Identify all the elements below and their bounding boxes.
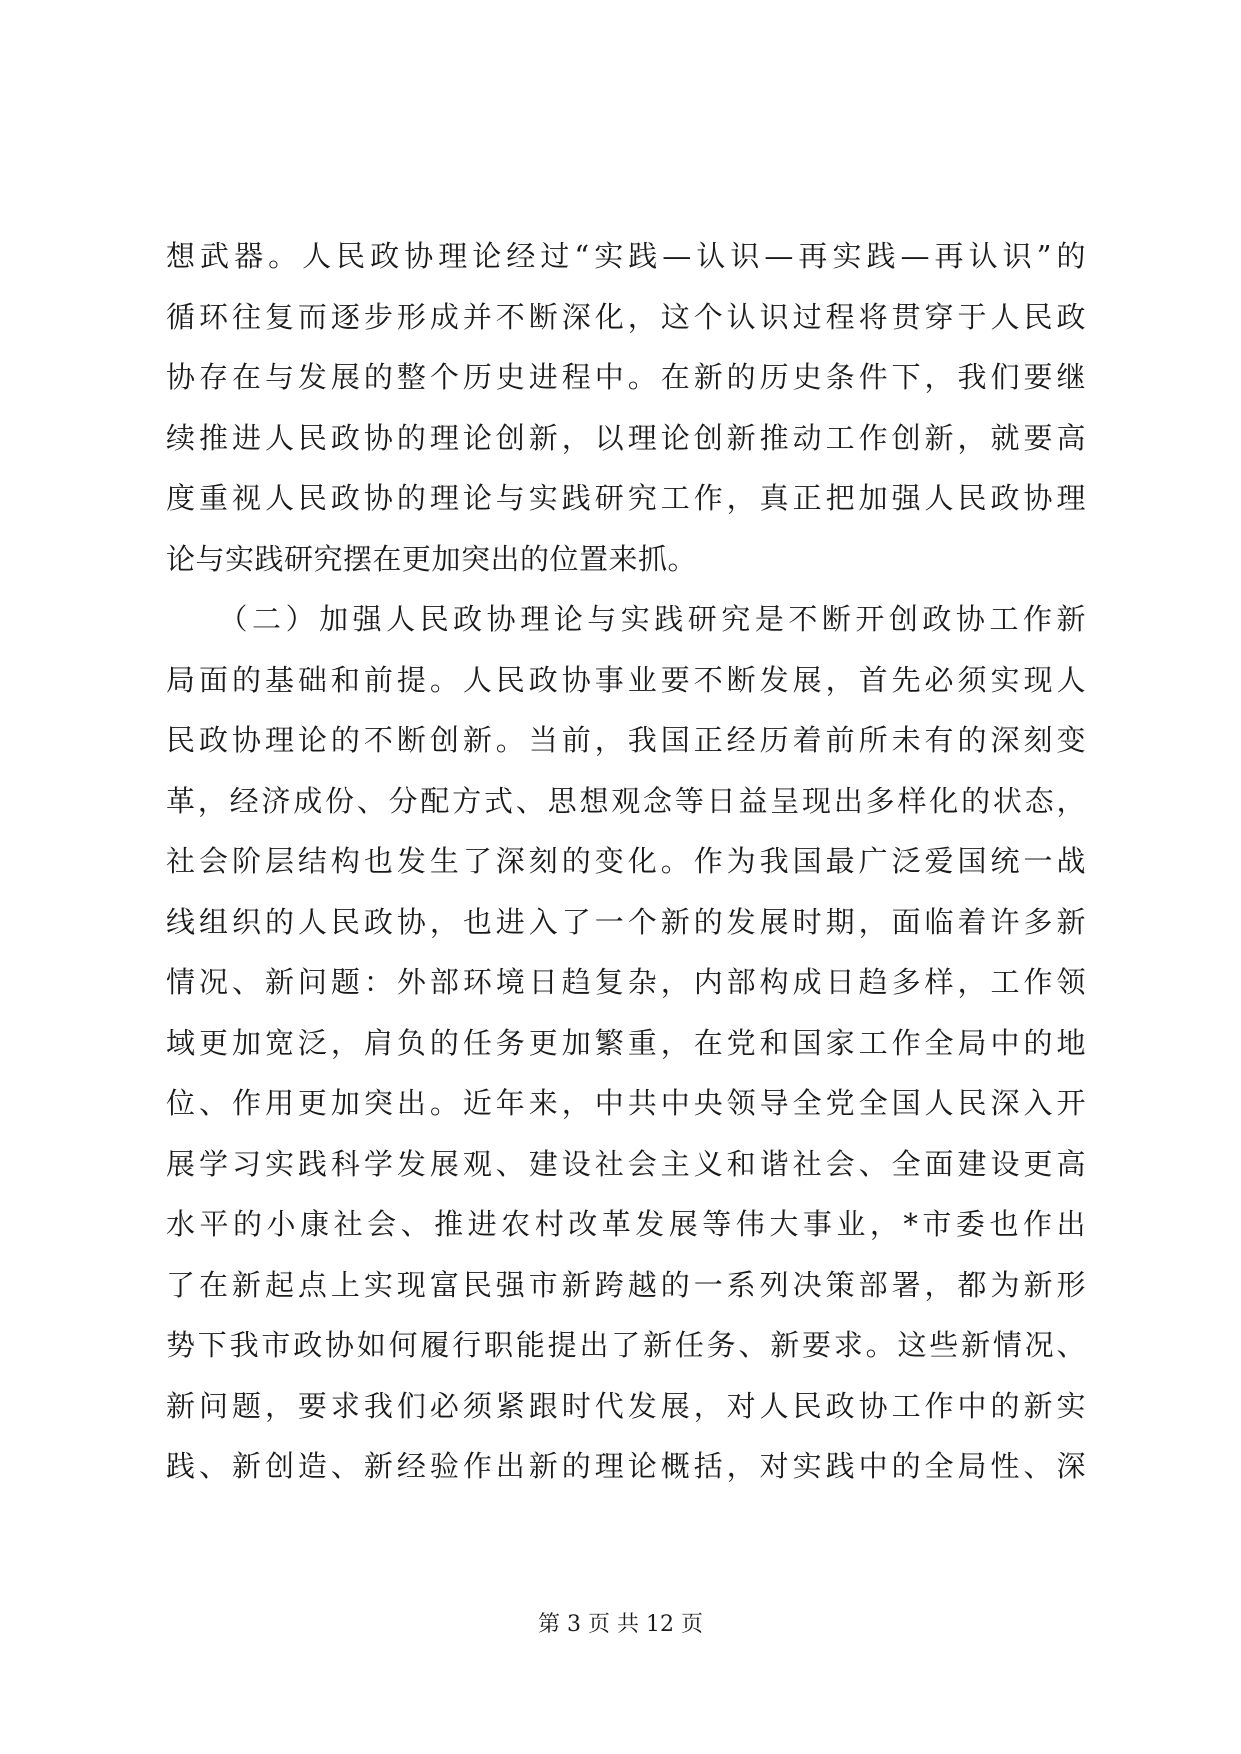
text-line: 协存在与发展的整个历史进程中。在新的历史条件下，我们要继 — [166, 360, 1086, 394]
text-line: 展学习实践科学发展观、建设社会主义和谐社会、全面建设更高 — [166, 1146, 1086, 1181]
text-line: 论与实践研究摆在更加突出的位置来抓。 — [166, 541, 698, 576]
text-line: 度重视人民政协的理论与实践研究工作，真正把加强人民政协理 — [166, 481, 1086, 515]
text-line: 想武器。人民政协理论经过“实践—认识—再实践—再认识”的 — [166, 239, 1086, 273]
text-line: （二）加强人民政协理论与实践研究是不断开创政协工作新 — [166, 602, 1086, 636]
text-line: 革，经济成份、分配方式、思想观念等日益呈现出多样化的状态， — [166, 783, 1086, 818]
text-line: 了在新起点上实现富民强市新跨越的一系列决策部署，都为新形 — [166, 1267, 1086, 1302]
text-line: 局面的基础和前提。人民政协事业要不断发展，首先必须实现人 — [166, 662, 1086, 697]
text-line: 社会阶层结构也发生了深刻的变化。作为我国最广泛爱国统一战 — [166, 844, 1086, 878]
text-line: 水平的小康社会、推进农村改革发展等伟大事业，*市委也作出 — [166, 1207, 1086, 1241]
text-line: 位、作用更加突出。近年来，中共中央领导全党全国人民深入开 — [166, 1086, 1086, 1120]
text-line: 续推进人民政协的理论创新，以理论创新推动工作创新，就要高 — [166, 420, 1086, 455]
text-line: 践、新创造、新经验作出新的理论概括，对实践中的全局性、深 — [166, 1449, 1086, 1483]
text-line: 线组织的人民政协，也进入了一个新的发展时期，面临着许多新 — [166, 904, 1086, 939]
text-line: 域更加宽泛，肩负的任务更加繁重，在党和国家工作全局中的地 — [166, 1025, 1086, 1060]
body-text — [166, 226, 1086, 1497]
text-line: 循环往复而逐步形成并不断深化，这个认识过程将贯穿于人民政 — [166, 299, 1086, 334]
text-line: 民政协理论的不断创新。当前，我国正经历着前所未有的深刻变 — [166, 723, 1086, 757]
page-footer: 第 3 页 共 12 页 — [538, 1612, 703, 1637]
text-line: 情况、新问题：外部环境日趋复杂，内部构成日趋多样，工作领 — [166, 965, 1086, 999]
text-line: 新问题，要求我们必须紧跟时代发展，对人民政协工作中的新实 — [166, 1388, 1086, 1423]
text-line: 势下我市政协如何履行职能提出了新任务、新要求。这些新情况、 — [166, 1328, 1086, 1362]
